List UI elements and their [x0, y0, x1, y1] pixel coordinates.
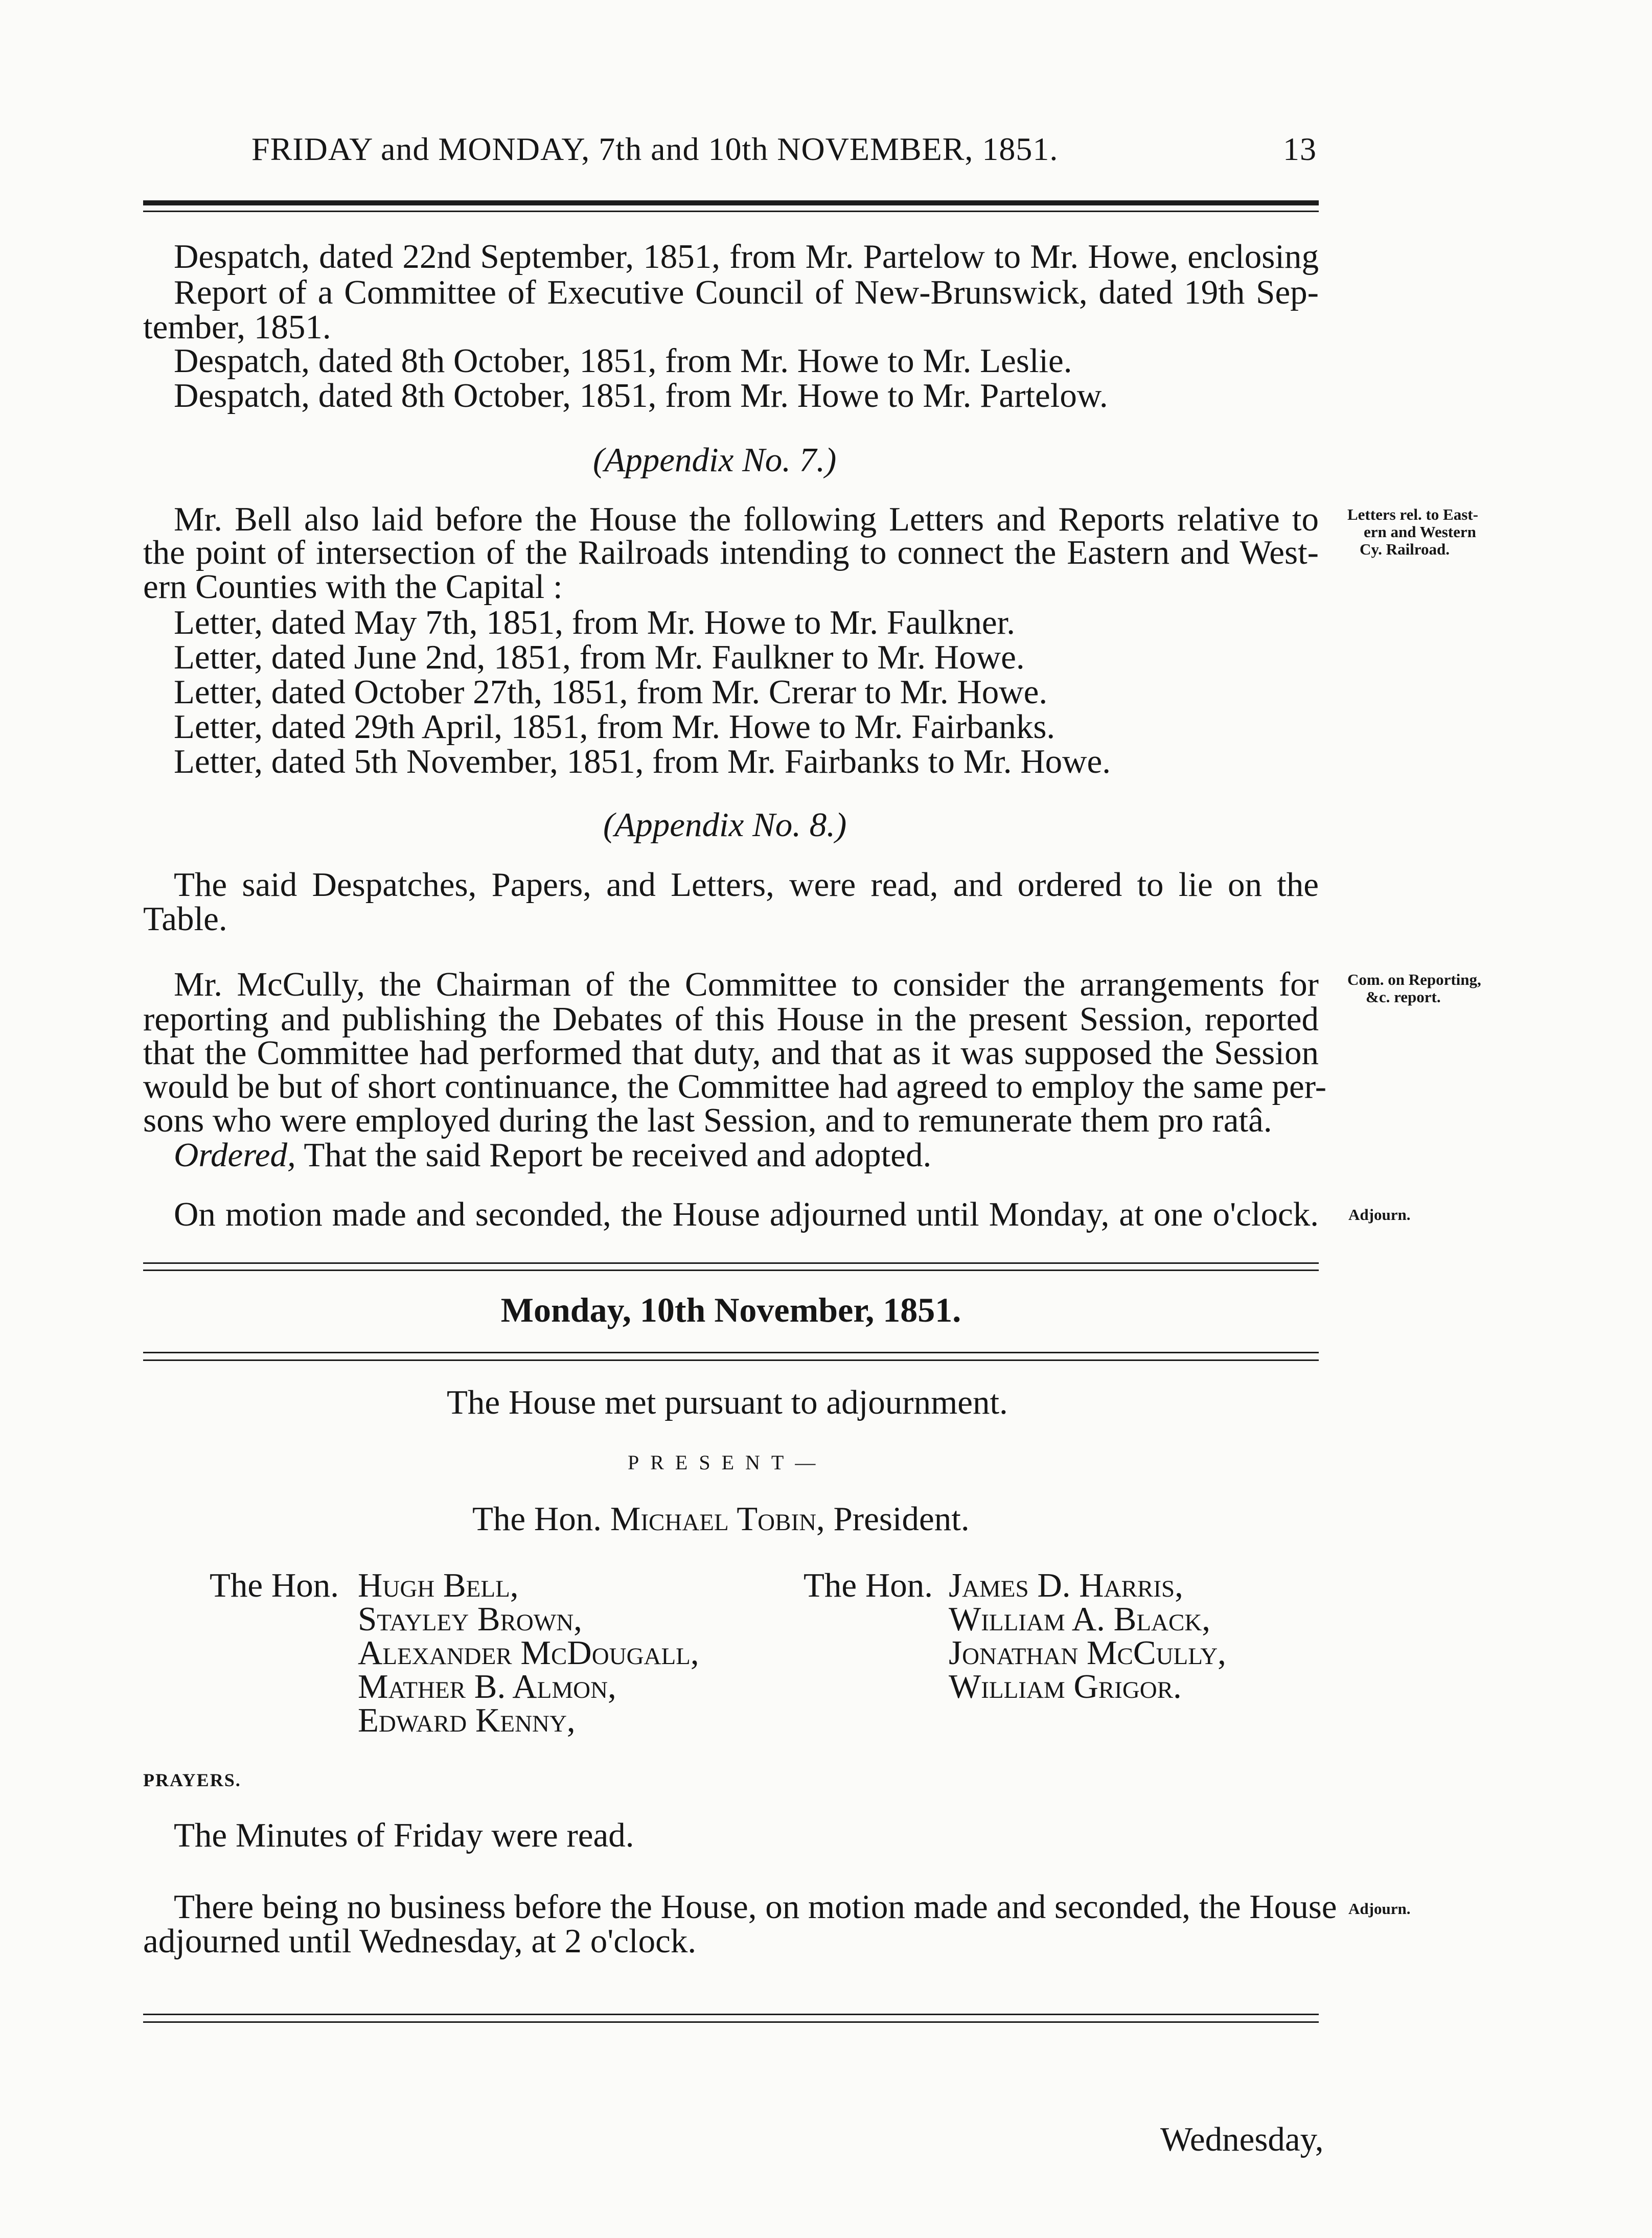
bell-paragraph-line: the point of intersection of the Railroads intending to connect the Eastern and West- — [143, 534, 1319, 571]
house-met: The House met pursuant to adjournment. — [447, 1383, 1008, 1421]
president-prefix: The Hon. — [472, 1500, 602, 1538]
read-line: The said Despatches, Papers, and Letters, were read, and ordered to lie on the — [174, 866, 1319, 904]
margin-note-reporting: &c. report. — [1366, 988, 1441, 1006]
monday-heading: Monday, 10th November, 1851. — [500, 1290, 961, 1329]
member-name: Stayley Brown, — [358, 1600, 582, 1638]
margin-note-letters: Letters rel. to East- — [1347, 505, 1478, 523]
margin-note-letters: Cy. Railroad. — [1360, 540, 1450, 558]
member-name: Mather B. Almon, — [358, 1668, 616, 1705]
margin-note-adjourn: Adjourn. — [1348, 1900, 1411, 1918]
bell-paragraph-line: Mr. Bell also laid before the House the following Letters and Reports relative to — [174, 500, 1319, 538]
section-rule — [143, 1359, 1319, 1361]
prayers-label: PRAYERS. — [143, 1770, 241, 1790]
despatch-line: Report of a Committee of Executive Council of New-Brunswick, dated 19th Sep- — [174, 273, 1319, 311]
section-rule — [143, 1352, 1319, 1353]
member-name: Hugh Bell, — [358, 1566, 519, 1604]
president-name: Michael Tobin, — [610, 1500, 825, 1538]
ordered-line — [174, 1137, 931, 1173]
mccully-line: would be but of short continuance, the Committee had agreed to employ the same per- — [143, 1068, 1327, 1105]
letter-item: Letter, dated 29th April, 1851, from Mr. Howe to Mr. Fairbanks. — [174, 708, 1056, 746]
appendix-7: (Appendix No. 7.) — [593, 441, 837, 479]
footer-rule — [143, 2014, 1319, 2015]
section-rule — [143, 1270, 1319, 1271]
despatch-line: tember, 1851. — [143, 308, 331, 346]
member-name: Alexander McDougall, — [358, 1634, 699, 1672]
adjourn-line: On motion made and seconded, the House adjourned until Monday, at one o'clock. — [174, 1195, 1319, 1233]
ordered-word: Ordered, — [174, 1136, 296, 1174]
margin-note-letters: ern and Western — [1364, 523, 1476, 541]
catchword: Wednesday, — [1160, 2120, 1324, 2158]
member-name: James D. Harris, — [949, 1566, 1183, 1604]
mccully-line: Mr. McCully, the Chairman of the Committee to consider the arrangements for — [174, 965, 1319, 1003]
despatch-line: Despatch, dated 8th October, 1851, from Mr. Howe to Mr. Leslie. — [174, 342, 1072, 380]
mccully-line: that the Committee had performed that duty, and that as it was supposed the Session — [143, 1034, 1319, 1072]
present-heading: PRESENT— — [628, 1451, 827, 1474]
section-rule — [143, 1262, 1319, 1264]
footer-rule — [143, 2021, 1319, 2023]
minutes-line: The Minutes of Friday were read. — [174, 1816, 634, 1854]
member-name: William A. Black, — [949, 1600, 1211, 1638]
business-line: There being no business before the House, on motion made and seconded, the House — [174, 1888, 1337, 1926]
business-line: adjourned until Wednesday, at 2 o'clock. — [143, 1922, 697, 1960]
header-rule — [143, 200, 1319, 205]
bell-paragraph-line: ern Counties with the Capital : — [143, 568, 563, 606]
president-line — [472, 1501, 970, 1537]
header-rule-thin — [143, 211, 1319, 212]
mccully-line: sons who were employed during the last Session, and to remunerate them pro ratâ. — [143, 1101, 1272, 1139]
margin-note-adjourn: Adjourn. — [1348, 1206, 1411, 1224]
running-head: FRIDAY and MONDAY, 7th and 10th NOVEMBER, 1851. — [251, 131, 1059, 167]
page-number: 13 — [1283, 131, 1317, 167]
members-left-prefix: The Hon. — [210, 1566, 339, 1604]
letter-item: Letter, dated May 7th, 1851, from Mr. Howe to Mr. Faulkner. — [174, 604, 1015, 641]
letter-item: Letter, dated June 2nd, 1851, from Mr. Faulkner to Mr. Howe. — [174, 638, 1025, 676]
margin-note-reporting: Com. on Reporting, — [1347, 971, 1481, 988]
despatch-line: Despatch, dated 22nd September, 1851, from Mr. Partelow to Mr. Howe, enclosing — [174, 238, 1319, 275]
appendix-8: (Appendix No. 8.) — [603, 806, 847, 844]
member-name: Edward Kenny, — [358, 1701, 576, 1739]
letter-item: Letter, dated 5th November, 1851, from Mr. Fairbanks to Mr. Howe. — [174, 743, 1111, 780]
mccully-line: reporting and publishing the Debates of this House in the present Session, reported — [143, 1000, 1319, 1038]
president-title: President. — [833, 1500, 970, 1538]
letter-item: Letter, dated October 27th, 1851, from Mr. Crerar to Mr. Howe. — [174, 673, 1048, 711]
member-name: Jonathan McCully, — [949, 1634, 1226, 1672]
ordered-text: That the said Report be received and adopted. — [304, 1136, 932, 1174]
despatch-line: Despatch, dated 8th October, 1851, from Mr. Howe to Mr. Partelow. — [174, 377, 1108, 414]
members-right-prefix: The Hon. — [804, 1566, 933, 1604]
member-name: William Grigor. — [949, 1668, 1182, 1705]
read-line: Table. — [143, 900, 227, 938]
